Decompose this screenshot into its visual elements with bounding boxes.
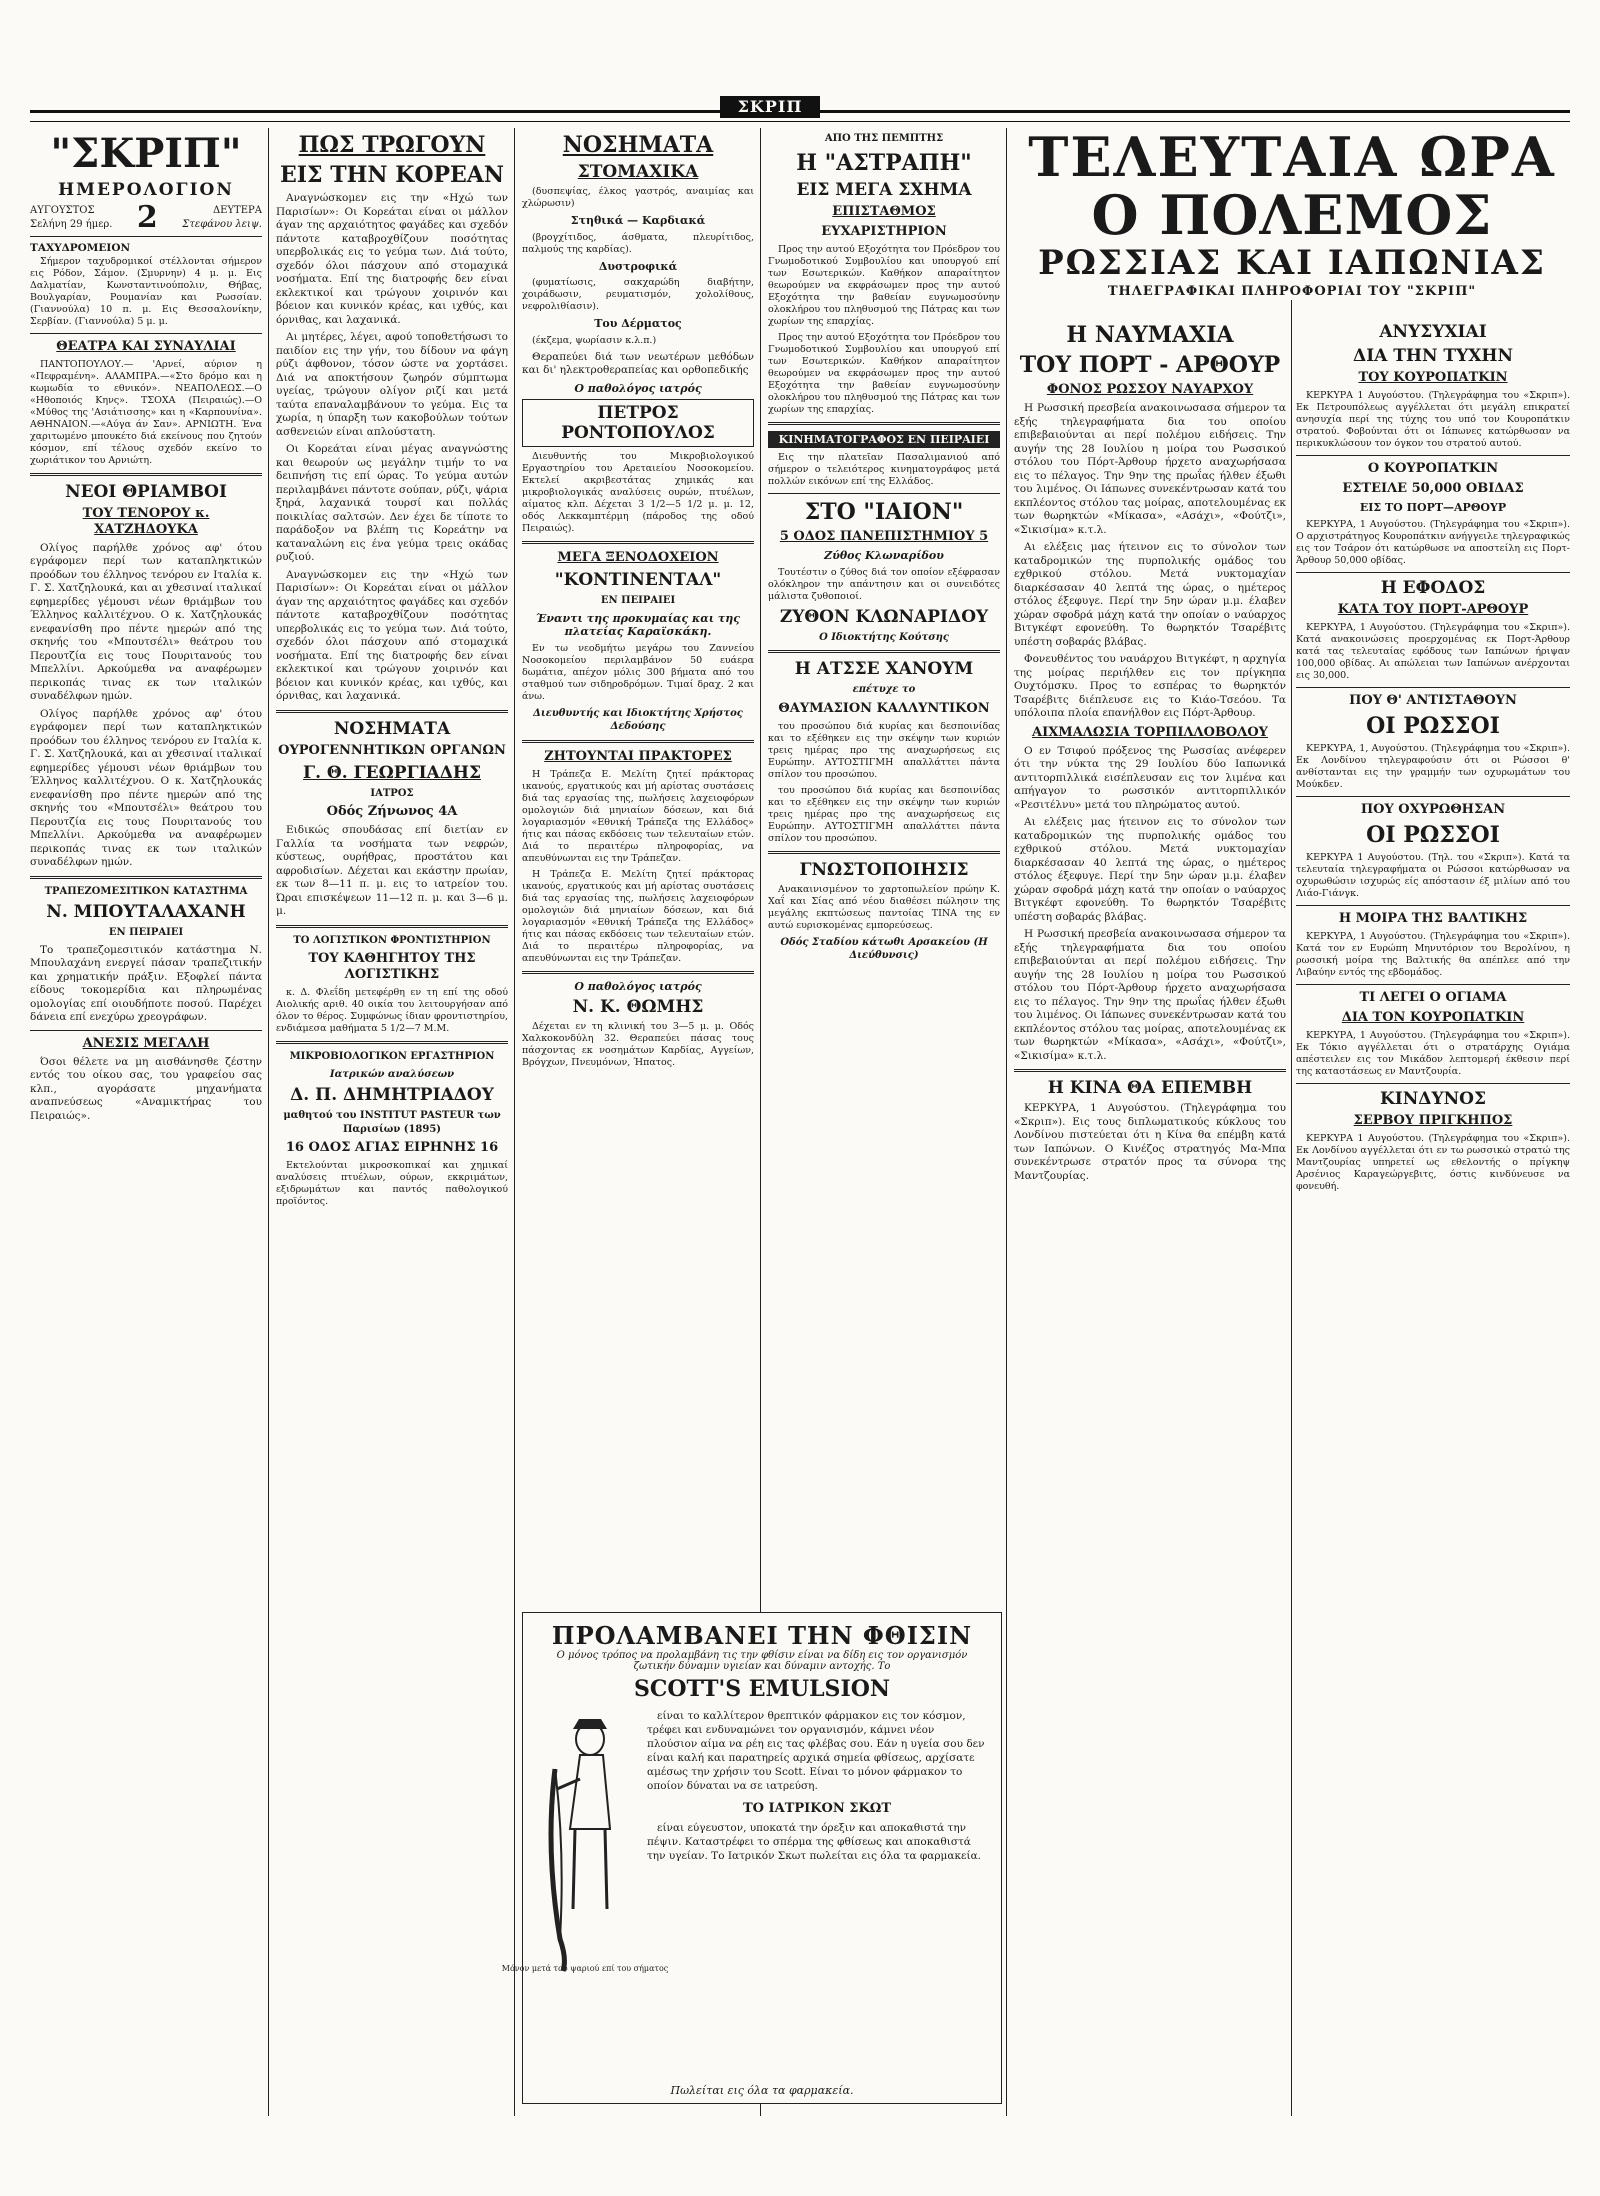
calendar-heading: ΗΜΕΡΟΛΟΓΙΟΝ xyxy=(58,180,234,200)
lab-subheading: Ιατρικών αναλύσεων xyxy=(329,1068,455,1080)
war-banner xyxy=(1014,125,1570,299)
thanks-heading: ΕΥΧΑΡΙΣΤΗΡΙΟΝ xyxy=(821,223,947,239)
zythos-text: Τουτέστιν ο ζύθος διά τον οποίον εξέφρασαν ολόκληρον την απάντησιν και οι συνειδότες μάλιστα ζυθοποιοί. xyxy=(768,566,1000,602)
zythos-subheading: Ζύθος Κλωναρίδου xyxy=(824,549,944,562)
oyama-text: ΚΕΡΚΥΡΑ, 1 Αυγούστου. (Τηλεγράφημα του «Σκριπ»). Εκ Τόκιο αγγέλλεται ότι ο στρατάρχης Ογιάμα απέστειλεν εις τον Μικάδον λεπτομερή έκθεσιν περί της καταστάσεως εν Μαντζουρία. xyxy=(1296,1029,1570,1077)
treatment-text: Θεραπεύει διά των νεωτέρων μεθόδων και δι' ηλεκτροθεραπείας και ορθοπεδικής xyxy=(522,350,754,376)
dystrophy-desc: (φυματίωσις, σακχαρώδη διαβήτην, χοιράδωσιν, ρευματισμόν, χολολίθους, νεφρολιθίασιν). xyxy=(522,277,754,312)
post-text: Σήμερον ταχυδρομικοί στέλλονται σήμερον εις Ρόδον, Σάμον. (Σμυρνην) 4 μ. μ. Εις Δαλματίαν, Κωνσταντινούπολιν, Θήβας, Βουλγαρίαν, Ρουμανίαν και Ρωσσίαν. (Γιαννούλα) 10 π. μ. Εις Θεσσαλονίκην, Σερβίαν. (Γιαννούλα) 5 μ. μ. xyxy=(30,255,262,327)
lab-credentials: μαθητού του INSTITUT PASTEUR των Παρισίων (1895) xyxy=(283,1110,501,1135)
korea-text-4: Αναγνώσκομεν εις την «Ηχώ των Παρισίων»: Οι Κορεάται είναι οι μάλλον άγαν της αρχαιότητος φαγάδες και σχεδόν πάντοτε καταβροχθίζουν ποσότητας υπερβολικάς εις το γεύμα των. Διά τούτο, σχεδόν όλοι πάσχουν από στομαχικά νοσήματα. Επί της διατροφής δεν είναι εκλεκτικοί και τρώγουν χοιρινόν και βόειον και κυνικόν κρέας, και ιχθύς, και όρνιθας, και λαχανικά. xyxy=(276,568,508,702)
hotel-owner: Διευθυντής και Ιδιοκτήτης Χρήστος Δεδούσης xyxy=(533,707,743,732)
cinema-text: Εις την πλατεῖαν Πασαλιμανιού από σήμερον ο τελειότερος κινηματογράφος μετά πολλών εικόνων επί της Ελλάδος. xyxy=(768,452,1000,487)
assault-text: ΚΕΡΚΥΡΑ, 1 Αυγούστου. (Τηλεγράφημα του «Σκριπ»). Κατά ανακοινώσεις προερχομένας εκ Πορτ-Άρθουρ κατά τας τελευταίας εφόδους των Ιαπώνων ήριψαν 100,000 οβίδας. Αι απώλειαι των Ιαπώνων ανέρχονται εις 30,000. xyxy=(1296,621,1570,681)
anxiety-text: ΚΕΡΚΥΡΑ 1 Αυγούστου. (Τηλεγράφημα του «Σκριπ»). Εκ Πετρουπόλεως αγγέλλεται ότι μεγάλη επικρατεί ανησυχία περί της τύχης του υπό τον Κουροπάτκιν στρατού. Φοβούνται ότι οι Ιάπωνες κατώρθωσαν να περικυκλώσουν τον όγκον του στρατού αυτού. xyxy=(1296,390,1570,449)
naval-text-4: Αι ελέξεις μας ήτεινον εις το σύνολον των καταδρομικών της πυρπολικής ομάδος του εχθρικού στόλου. Μετά νυκτομαχίαν διαρκέσασαν 40 λεπτά της ώρας, ο ημέτερος στόλος έξεφυγε. Περί την 5ην ώραν μ.μ. έλαβεν χώραν σφοδρά μάχη κατά την οποίαν ο ναύαρχος Βιτγκέφτ εφονεύθη. Το θωρηκτόν Τσαρέβιτς υπέστη σοβαράς βλάβας. xyxy=(1014,816,1286,923)
assault-heading: Η ΕΦΟΔΟΣ xyxy=(1380,577,1486,598)
skin-desc: (έκζεμα, ψωρίασιν κ.λ.π.) xyxy=(532,334,657,346)
anxiety-subheading-2: ΤΟΥ ΚΟΥΡΟΠΑΤΚΙΝ xyxy=(1358,370,1508,385)
capture-text: Ο εν Τσιφού πρόξενος της Ρωσσίας ανέφερεν ότι την νύκτα της 29 Ιουλίου δύο Ιαπωνικά αντιτορπιλλικά εισέπλευσαν εις τον λιμένα και απήγαγον το ρωσσικόν αντιτορπιλλικόν «Ρεσιτέλνυ» μετά του πληρώματος αυτού. xyxy=(1014,744,1286,811)
doctor-title: ΙΑΤΡΟΣ xyxy=(370,787,414,799)
masthead-word: ΣΚΡΙΠ xyxy=(720,96,820,118)
hotel-place: ΕΝ ΠΕΙΡΑΙΕΙ xyxy=(600,595,676,606)
triumph-subheading: ΤΟΥ ΤΕΝΟΡΟΥ κ. ΧΑΤΖΗΔΟΥΚΑ xyxy=(82,505,210,537)
doctor-intro: Ο παθολόγος ιατρός xyxy=(574,381,702,395)
column-korea xyxy=(276,128,508,2116)
column-telegrams xyxy=(1296,318,1570,2116)
lab-text: Εκτελούνται μικροσκοπικαί και χημικαί αναλύσεις πτυέλων, ούρων, εκκριμάτων, εξιδρωμάτων και παντός παθολογικού προϊόντος. xyxy=(276,1160,508,1207)
assault-subheading: ΚΑΤΑ ΤΟΥ ΠΟΡΤ-ΑΡΘΟΥΡ xyxy=(1337,601,1529,617)
column-calendar xyxy=(30,128,262,2116)
ad-body xyxy=(647,1709,987,1867)
stomach-heading: ΝΟΣΗΜΑΤΑ xyxy=(562,132,714,158)
atsse-text: του προσώπου διά κυρίας και δεσποινίδας και το εξέθηκεν εις την σκέψην των κυριών τρεις ημέρας προ της αναχωρήσεως εις Ευρώπην. ΑΥΤΟΣΤΙΓΜΗ απαλλάττει πάντα σπίλον του προσώπου. xyxy=(768,720,1000,780)
hotel-heading: ΜΕΓΑ ΞΕΝΟΔΟΧΕΙΟΝ xyxy=(557,550,719,565)
date-bar xyxy=(30,199,262,235)
ad-subtitle: Ο μόνος τρόπος να προλαμβάνη τις την φθίσιν είναι να δίδη εις τον οργανισμόν ζωτικήν δύναμιν υγιείαν και δύναμιν αντοχής. Το xyxy=(556,1650,968,1672)
naval-text-1: Η Ρωσσική πρεσβεία ανακοινωσασα σήμερον τα εξής τηλεγραφήματα δια του οποίου επιβεβαιούνται αι περί πολέμου ειδήσεις. Την αυγήν της 28 Ιουλίου η μοίρα του Ρωσσικού στόλου του Πόρτ-Άρθουρ ήρχετο αναχωρήσασα εις το πέλαγος. Την 9ην της πρωΐας ήλθεν έξωθι του λιμένος. Οι Ιάπωνες συνεκέντρωσαν κατά του εκπλέοντος στόλου τας μοίρας, αποτελουμένας εκ των θωρηκτών «Μίκασα», «Ασάχι», «Φούτζι», «Σικισίμα» κ.τ.λ. xyxy=(1014,402,1286,536)
themis-name: Ν. Κ. ΘΩΜΗΣ xyxy=(572,997,704,1017)
ad-footer: Πωλείται εις όλα τα φαρμακεία. xyxy=(670,2084,854,2097)
astrapi-note: ΕΠΙΣΤΑΘΜΟΣ xyxy=(832,203,936,219)
month-label: ΑΥΓΟΥΣΤΟΣ xyxy=(30,205,95,216)
ad-text: είναι το καλλίτερον θρεπτικόν φάρμακον εις τον κόσμον, τρέφει και ενδυναμώνει τον οργανισμόν, κάμνει νέον πλούσιον αίμα να ρέη εις τας φλέβας σου. Εάν η υγεία σου δεν είναι καλή και παρατηρείς αρχικά σημεία φθίσεως, αρχίσατε αμέσως την χρήσιν του Scott. Είναι το μόνον φάρμακον το οποίον δύναται να σε ιατρεύση. xyxy=(647,1710,985,1792)
china-text: ΚΕΡΚΥΡΑ, 1 Αυγούστου. (Τηλεγράφημα του «Σκριπ»). Εις τους διπλωματικούς κύκλους του Λονδίνου πιστεύεται ότι η Κίνα θα επέμβη κατά των Ιαπώνων. Ο Κινέζος στρατηγός Μα-Μπα συνεκέντρωσε στρατόν προς τα σύνορα της Μαντζουρίας. xyxy=(1014,1102,1286,1182)
naval-text-5: Η Ρωσσική πρεσβεία ανακοινωσασα σήμερον τα εξής τηλεγραφήματα δια του οποίου επιβεβαιούνται αι περί πολέμου ειδήσεις. Την αυγήν της 28 Ιουλίου η μοίρα του Ρωσσικού στόλου του Πόρτ-Άρθουρ ήρχετο αναχωρήσασα εις το πέλαγος. Την 9ην της πρωΐας ήλθεν έξωθι του λιμένος. Οι Ιάπωνες συνεκέντρωσαν κατά του εκπλέοντος στόλου τας μοίρας, αποτελουμένας εκ των θωρηκτών «Μίκασα», «Ασάχι», «Φούτζι», «Σικισίμα» κ.τ.λ. xyxy=(1014,928,1286,1062)
admiral-heading: ΦΟΝΟΣ ΡΩΣΣΟΥ ΝΑΥΑΡΧΟΥ xyxy=(1046,382,1254,397)
themis-intro: Ο παθολόγος ιατρός xyxy=(574,979,702,993)
column-rule xyxy=(268,128,269,2116)
ionion-address: 5 ΟΔΟΣ ΠΑΝΕΠΙΣΤΗΜΙΟΥ 5 xyxy=(779,529,989,544)
shells-subheading: ΕΣΤΕΙΛΕ 50,000 ΟΒΙΔΑΣ xyxy=(1342,481,1524,496)
atsse-heading: Η ΑΤΣΣΕ ΧΑΝΟΥΜ xyxy=(794,659,974,679)
triumph-heading: ΝΕΟΙ ΘΡΙΑΜΒΟΙ xyxy=(65,481,227,502)
anxiety-heading: ΑΝΥΣΥΧΙΑΙ xyxy=(1379,322,1487,342)
lab-name: Δ. Π. ΔΗΜΗΤΡΙΑΔΟΥ xyxy=(290,1085,494,1105)
atsse-product: ΘΑΥΜΑΣΙΟΝ ΚΑΛΛΥΝΤΙΚΟΝ xyxy=(778,700,990,716)
moon-label: Σελήνη 29 ήμερ. xyxy=(30,218,113,230)
doctor-name: Γ. Θ. ΓΕΩΡΓΙΑΔΗΣ xyxy=(303,762,481,783)
anesis-text: Όσοι θέλετε να μη αισθάνησθε ζέστην εντός του οίκου σας, του γραφείου σας κλπ., αγοράσατε μηχανήματα αναπνεύσεως «Αναμικτήρας του Πειραιώς». xyxy=(30,1055,262,1122)
astrapi-subheading: ΕΙΣ ΜΕΓΑ ΣΧΗΜΑ xyxy=(796,179,972,200)
themis-text: Δέχεται εν τη κλινική του 3—5 μ. μ. Οδός Χαλκοκονδύλη 32. Θεραπεύει πάσας τους πάσχοντας εκ νοσημάτων Καρδίας, Αγγείων, Βρόγχων, Πνευμόνων, Ήπατος. xyxy=(522,1021,754,1068)
oyama-subheading: ΔΙΑ ΤΟΝ ΚΟΥΡΟΠΑΤΚΙΝ xyxy=(1341,1009,1525,1025)
doctor-text: Διευθυντής του Μικροβιολογικού Εργαστηρίου του Αρεταιείου Νοσοκομείου. Εκτελεί ακριβεστάτας χημικάς και μικροβιολογικάς αναλύσεις ουρών, πτυέλων, αίματος κλπ. Δέχεται 3 1/2—5 1/2 μ. μ. 12, οδός Λεκκαμπτέρμη (πάροδος της οδού Πειραιώς). xyxy=(522,451,754,534)
hotel-subtitle: Έναντι της προκυμαίας και της πλατείας Καραϊσκάκη. xyxy=(536,611,740,638)
column-astrapi xyxy=(768,128,1000,1596)
weekday-label: ΔΕΥΤΕΡΑ xyxy=(212,205,262,216)
wanted-text: Η Τράπεζα Ε. Μελίτη ζητεί πράκτορας ικανούς, εργατικούς και μή αρίστας συστάσεις διά τας εργασίας της, πωλήσεις λαχειοφόρων ομολογιών διά μηνιαίων δόσεων, και διά λογαριασμόν «Εθνική Τράπεζα της Ελλάδος» ήτις και πάσας εκδόσεις των τελευταίων ετών. Διά το περαιτέρω πληροφορίας, να απευθύνωνται εις την Τράπεζαν. xyxy=(522,768,754,864)
korea-text-2: Αι μητέρες, λέγει, αφού τοποθετήσωσι το παιδίον εις την γήν, του δίδουν να φάγη ρύζι άφθονον, τόσον ώστε να χορτάσει. Διά να αποκτήσουν ζωηρόν σύμπτωμα υγείας, τρώγουν ολίγον ριζί και μετά ταύτα επαναλαμβάνουν το γεύμα. Εις τα χωρία, η ύπαρξη των κακοβούλων τούτων ασθενειών είναι απλούστατη. xyxy=(276,331,508,438)
chest-heading: Στηθικά — Καρδιακά xyxy=(570,214,706,227)
oyama-heading: ΤΙ ΛΕΓΕΙ Ο ΟΓΙΑΜΑ xyxy=(1359,989,1507,1005)
doctor-name: ΠΕΤΡΟΣ ΡΟΝΤΟΠΟΥΛΟΣ xyxy=(522,399,754,447)
anxiety-subheading: ΔΙΑ ΤΗΝ ΤΥΧΗΝ xyxy=(1353,346,1513,366)
doctor-address: Οδός Ζήνωνος 4Α xyxy=(326,804,458,819)
ad-subheading: ΤΟ ΙΑΤΡΙΚΟΝ ΣΚΩΤ xyxy=(743,1801,891,1816)
accounting-heading: ΤΟ ΛΟΓΙΣΤΙΚΟΝ ΦΡΟΝΤΙΣΤΗΡΙΟΝ xyxy=(293,934,491,946)
wanted-heading: ΖΗΤΟΥΝΤΑΙ ΠΡΑΚΤΟΡΕΣ xyxy=(544,748,732,764)
ionion-heading: ΣΤΟ "ΙΑΙΟΝ" xyxy=(804,499,964,525)
hotel-name: "ΚΟΝΤΙΝΕΝΤΑΛ" xyxy=(554,570,722,590)
korea-text-3: Οι Κορεάται είναι μέγας αναγνώστης και θεωρούν ως μεγάλην τιμήν το να δειπνήση τις επί ώρας. Το γεύμα αυτών περιλαμβάνει πάντοτε σούπαν, ρύζι, ψάρια ξηρά, λαχανικά τουρσί και πολλάς ποικιλίας σαλτσών. Δεν έχει δε τίποτε το παράδοξον να βλέπη τις Κορεάτην να καταναλώνη εις ένα γεύμα τρεις οκάδας ρυζιού. xyxy=(276,443,508,563)
baltic-heading: Η ΜΟΙΡΑ ΤΗΣ ΒΑΛΤΙΚΗΣ xyxy=(1338,910,1528,926)
korea-heading: ΠΩΣ ΤΡΩΓΟΥΝ xyxy=(298,132,486,158)
astrapi-heading: Η "ΑΣΤΡΑΠΗ" xyxy=(796,149,972,176)
day-number: 2 xyxy=(136,199,158,235)
saint-label: Στεφάνου λειψ. xyxy=(182,218,262,230)
column-rule xyxy=(1006,128,1007,2116)
notice-text: Ανακαινισμένον το χαρτοπωλείον πρώην Κ. Χαΐ και Σίας από νέου διαθέσει πώλησιν της μεγάλης εκπτώσεως παντοίας TINA της εν αυτώ ευρισκομένας εμπορεύσεως. xyxy=(768,883,1000,931)
korea-subheading: ΕΙΣ ΤΗΝ ΚΟΡΕΑΝ xyxy=(280,162,504,188)
lab-address: 16 ΟΔΟΣ ΑΓΙΑΣ ΕΙΡΗΝΗΣ 16 xyxy=(285,1140,499,1155)
banner-last-hour: ΤΕΛΕΥΤΑΙΑ ΩΡΑ xyxy=(1028,125,1556,189)
column-naval-battle xyxy=(1014,318,1286,2116)
thanks-text-2: Προς την αυτού Εξοχότητα τον Πρόεδρον του Γνωμοδοτικού Συμβουλίου και υπουργού επί των Εσωτερικών. Καθήκον απαραίτητον θεωρούμεν να εκφράσωμεν προς την αυτού Εξοχότητα την βαθείαν ευγνωμοσύνην ολοκλήρου του πληθυσμού της Πάτρας και των χωρίων της επαρχίας. xyxy=(768,331,1000,415)
bank-heading: ΤΡΑΠΕΖΟΜΕΣΙΤΙΚΟΝ ΚΑΤΑΣΤΗΜΑ xyxy=(44,885,248,897)
ad-figure-caption: Μόνον μετά του ψαριού επί του σήματος xyxy=(501,1964,669,1973)
cinema-heading: ΚΙΝΗΜΑΤΟΓΡΑΦΟΣ ΕΝ ΠΕΙΡΑΙΕΙ xyxy=(768,431,1000,449)
resist-text: ΚΕΡΚΥΡΑ, 1, Αυγούστου. (Τηλεγράφημα του «Σκριπ»). Εκ Λονδίνου τηλεγραφούσιν ότι οι Ρώσσοι θ' ανθίστανται εις την γραμμήν των οχυρωμάτων του Μούκδεν. xyxy=(1296,742,1570,790)
danger-subheading: ΣΕΡΒΟΥ ΠΡΙΓΚΗΠΟΣ xyxy=(1353,1112,1513,1128)
scotts-emulsion-ad xyxy=(501,1612,1002,2104)
accounting-text: κ. Δ. Φλεΐδη μετεφέρθη εν τη επί της οδού Αιολικής αριθ. 40 οικία του λειτουργήσαν από όλον το θέρος. Συμφώνως ίδιαν φροντιστηρίου, ενδιάμεσα μαθήματα 5 1/2—7 Μ.Μ. xyxy=(276,987,508,1034)
bank-text: Το τραπεζομεσιτικόν κατάστημα Ν. Μπουλαχάνη ενεργεί πάσαν τραπεζιτικήν και χρηματικήν πράξιν. Εξοφλεί πάντα είδους τοκομερίδια και πληρωμένας ομολογίας επί οιουδήποτε ποσού. Παρέχει δάνεια επί ενεχύρω χρεογράφων. xyxy=(30,943,262,1023)
accounting-subheading: ΤΟΥ ΚΑΘΗΓΗΤΟΥ ΤΗΣ ΛΟΓΙΣΤΙΚΗΣ xyxy=(308,951,476,982)
banner-war: Ο ΠΟΛΕΜΟΣ xyxy=(1091,183,1493,247)
notice-address: Οδός Σταδίου κάτωθι Αρσακείου (Η Διεύθυνσις) xyxy=(780,936,988,961)
disease-subheading: ΟΥΡΟΓΕΝΝΗΤΙΚΩΝ ΟΡΓΑΝΩΝ xyxy=(278,742,506,758)
dystrophy-heading: Δυστροφικά xyxy=(598,259,678,273)
danger-text: ΚΕΡΚΥΡΑ 1 Αυγούστου. (Τηλεγράφημα του «Σκριπ»). Εκ Λονδίνου αγγέλλεται ότι εν τω ρωσσικώ στρατώ της Μαντζουρίας υπηρετεί ως εθελοντής ο πρίγκηψ Αρσένιος Καραγεώργεβιτς, όστις κινδύνευσε να φονευθή. xyxy=(1296,1132,1570,1192)
banner-subtitle: ΤΗΛΕΓΡΑΦΙΚΑΙ ΠΛΗΡΟΦΟΡΙΑΙ ΤΟΥ "ΣΚΡΙΠ" xyxy=(1107,284,1477,299)
disease-heading: ΝΟΣΗΜΑΤΑ xyxy=(333,718,451,739)
china-heading: Η ΚΙΝΑ ΘΑ ΕΠΕΜΒΗ xyxy=(1047,1078,1253,1098)
fortified-subheading: ΟΙ ΡΩΣΣΟΙ xyxy=(1366,821,1500,848)
chest-desc: (βρογχίτιδος, άσθματα, πλευρίτιδος, παλμούς της καρδίας). xyxy=(522,231,754,255)
shells-text: ΚΕΡΚΥΡΑ, 1 Αυγούστου. (Τηλεγράφημα του «Σκριπ»). Ο αρχιστράτηγος Κουροπάτκιν ανήγγειλε τηλεγραφικώς εις τον Τσάρον ότι κατώρθωσε να αποστείλη εις Πορτ-Άρθουρ 50,000 οβίδας. xyxy=(1296,518,1570,566)
column-rule xyxy=(1291,300,1292,2116)
resist-subheading: ΟΙ ΡΩΣΣΟΙ xyxy=(1366,712,1500,739)
fortified-heading: ΠΟΥ ΟΧΥΡΩΘΗΣΑΝ xyxy=(1360,801,1506,817)
lab-heading: ΜΙΚΡΟΒΙΟΛΟΓΙΚΟΝ ΕΡΓΑΣΤΗΡΙΟΝ xyxy=(289,1051,495,1062)
thanks-text: Προς την αυτού Εξοχότητα τον Πρόεδρον του Γνωμοδοτικού Συμβουλίου και υπουργού επί των Εσωτερικών. Καθήκον απαραίτητον θεωρούμεν να εκφράσωμεν προς την αυτού Εξοχότητα την βαθείαν ευγνωμοσύνην ολοκλήρου του πληθυσμού της Πάτρας και των χωρίων της επαρχίας. xyxy=(768,243,1000,327)
theatres-heading: ΘΕΑΤΡΑ ΚΑΙ ΣΥΝΑΥΛΙΑΙ xyxy=(56,338,236,354)
capture-heading: ΑΙΧΜΑΛΩΣΙΑ ΤΟΡΠΙΛΛΟΒΟΛΟΥ xyxy=(1032,724,1268,740)
bank-name: Ν. ΜΠΟΥΤΑΛΑΧΑΝΗ xyxy=(46,902,246,922)
naval-subheading: ΤΟΥ ΠΟΡΤ - ΑΡΘΟΥΡ xyxy=(1019,352,1281,378)
anesis-heading: ΑΝΕΣΙΣ ΜΕΓΑΛΗ xyxy=(82,1035,210,1051)
zythos-banner: ΖΥΘΟΝ ΚΛΩΝΑΡΙΔΟΥ xyxy=(779,606,989,627)
doctor-text: Ειδικώς σπουδάσας επί διετίαν εν Γαλλία τα νοσήματα των νεφρών, κύστεως, ουρήθρας, προστάτου και αφροδισίων. Δέχεται και εκάστην πρωίαν, εκ των 8—11 π. μ. εις το ιατρείον του. Ώραι επισκέψεων 11—12 π. μ. και 3—6 μ. μ. xyxy=(276,824,508,917)
triumph-text: Ολίγος παρήλθε χρόνος αφ' ότου εγράφομεν περί των καταπληκτικών προόδων του έλληνος τενόρου εν Ιταλία κ. Γ. Σ. Χατζηλουκά, και αι χθεσιναί ιταλικαί εφημερίδες γέμουσι νέων θριάμβων του Έλληνος καλλιτέχνου. Ο κ. Χατζηλουκάς ενεφανίσθη προ πέντε ημερών από της σκηνής του «Μπουτσέλι» θεάτρου του Περουτζία εις τους Πουριτανούς του Μπελλίνι. Αρκούμεθα να αναφέρωμεν περικοπάς τινας εκ των ιταλικών συναδέλφων ημών. xyxy=(30,541,262,702)
wanted-text-2: Η Τράπεζα Ε. Μελίτη ζητεί πράκτορας ικανούς, εργατικούς και μή αρίστας συστάσεις διά τας εργασίας της, πωλήσεις λαχειοφόρων ομολογιών διά μηνιαίων δόσεων, και διά λογαριασμόν «Εθνική Τράπεζα της Ελλάδος» ήτις και πάσας εκδόσεις των τελευταίων ετών. Διά το περαιτέρω πληροφορίας, να απευθύνωνται εις την Τράπεζαν. xyxy=(522,868,754,964)
stomach-list-1: (δυσπεψίας, έλκος γαστρός, αναιμίας και χλώρωσιν) xyxy=(522,186,754,209)
ad-text-2: είναι εύγευστον, υποκατά την όρεξιν και αποκαθιστά την πέψιν. Καταστρέφει το σπέρμα της φθίσεως και αποκαθιστά την υγείαν. Το Ιατρικόν Σκωτ πωλείται εις όλα τα φαρμακεία. xyxy=(647,1822,982,1862)
astrapi-intro: ΑΠΟ ΤΗΣ ΠΕΜΠΤΗΣ xyxy=(824,133,944,144)
atsse-text-2: του προσώπου διά κυρίας και δεσποινίδας και το εξέθηκεν εις την σκέψην των κυριών τρεις ημέρας προ της αναχωρήσεως εις Ευρώπην. ΑΥΤΟΣΤΙΓΜΗ απαλλάττει πάντα σπίλον του προσώπου. xyxy=(768,784,1000,844)
danger-heading: ΚΙΝΔΥΝΟΣ xyxy=(1380,1088,1486,1109)
fortified-text: ΚΕΡΚΥΡΑ 1 Αυγούστου. (Τηλ. του «Σκριπ»). Κατά τα τελευταία τηλεγραφήματα οι Ρώσσοι κατώρθωσαν να οχυρωθώσιν ισχυρώς είς απόστασιν έξ μιλίων από του Λιάο-Γιάνγκ. xyxy=(1296,851,1570,899)
post-heading: ΤΑΧΥΔΡΟΜΕΙΟΝ xyxy=(30,242,131,254)
skin-heading: Του Δέρματος xyxy=(594,317,682,330)
naval-text-3: Φονευθέντος του ναυάρχου Βιτγκέφτ, η αρχηγία της μοίρας περιήλθεν εις τον πρίγκηπα Ουχτόμσκυ. Προς το εσπέρας το θωρηκτόν Τσαρέβιτς διέπλευσε εις το Κιάο-Τσεόου. Τα υπόλοιπα πλοία επανήλθον εις Πόρτ-Άρθουρ. xyxy=(1014,653,1286,719)
column-rule xyxy=(514,128,515,2116)
hotel-text: Εν τω νεοδμήτω μεγάρω του Ζαννείου Νοσοκομείου περιλαμβάνον 50 ευάερα δωμάτια, απέχον μόλις 300 βήματα από του σταθμού των σιδηροδρόμων. Τιμαί δραχ. 2 και άνω. xyxy=(522,642,754,702)
shells-heading: Ο ΚΟΥΡΟΠΑΤΚΙΝ xyxy=(1367,461,1499,476)
fisherman-with-fish-icon xyxy=(501,1709,669,1979)
stomach-subheading: ΣΤΟΜΑΧΙΚΑ xyxy=(577,162,699,182)
naval-text-2: Αι ελέξεις μας ήτεινον εις το σύνολον των καταδρομικών της πυρπολικής ομάδος του εχθρικού στόλου. Μετά νυκτομαχίαν διαρκέσασαν 40 λεπτά της ώρας, ο ημέτερος στόλος έξεφυγε. Περί την 5ην ώραν μ.μ. έλαβεν χώραν σφοδρά μάχη κατά την οποίαν ο ναύαρχος Βιτγκέφτ εφονεύθη. Το θωρηκτόν Τσαρέβιτς υπέστη σοβαράς βλάβας. xyxy=(1014,541,1286,648)
korea-text-1: Αναγνώσκομεν εις την «Ηχώ των Παρισίων»: Οι Κορεάται είναι οι μάλλον άγαν της αρχαιότητος φαγάδες και σχεδόν πάντοτε καταβροχθίζουν ποσότητας υπερβολικάς εις το γεύμα των. Διά τούτο, σχεδόν όλοι πάσχουν από στομαχικά νοσήματα. Επί της διατροφής δεν είναι εκλεκτικοί και τρώγουν χοιρινόν και βόειον και κυνικόν κρέας, και ιχθύς, και όρνιθας, και λαχανικά. xyxy=(276,192,508,326)
paper-title: "ΣΚΡΙΠ" xyxy=(50,130,242,177)
banner-countries: ΡΩΣΣΙΑΣ ΚΑΙ ΙΑΠΩΝΙΑΣ xyxy=(1038,243,1546,283)
atsse-subheading: επέτυχε το xyxy=(852,684,916,695)
ad-brand: SCOTT'S EMULSION xyxy=(633,1676,891,1702)
triumph-text-2: Ολίγος παρήλθε χρόνος αφ' ότου εγράφομεν περί των καταπληκτικών προόδων του έλληνος τενόρου εν Ιταλία κ. Γ. Σ. Χατζηλουκά, και αι χθεσιναί ιταλικαί εφημερίδες γέμουσι νέων θριάμβων του Έλληνος καλλιτέχνου. Ο κ. Χατζηλουκάς ενεφανίσθη προ πέντε ημερών από της σκηνής του «Μπουτσέλι» θεάτρου του Περουτζία εις τους Πουριτανούς του Μπελλίνι. Αρκούμεθα να αναφέρωμεν περικοπάς τινας εκ των ιταλικών συναδέλφων ημών. xyxy=(30,707,262,868)
theatres-text: ΠΑΝΤΟΠΟΥΛΟΥ.— 'Αρνεί, αύριον η «Πεφραμένη». ΑΛΑΜΠΡΑ.—«Στο δρόμο και η κωμωδία το εθνικόν». ΝΕΑΠΟΛΕΩΣ.—Ο «Ηθοποιός Κηνς». ΤΣΟΧΑ (Πειραιώς).—Ο «Μύθος της 'Ασιάτισσης» και η «Καρπουνίνα». ΑΘΗΝΑΙΟΝ.—«Αύγα άν Σαν». ΑΡΝΙΩΤΗ. Ένα χαριτωμένο μπουκέτο διά εκείνους που ζητούν κόσμον, επί τέλους σχεδόν εκείνο το χωριάτικον του Αρνιώτη. xyxy=(30,358,262,466)
notice-heading: ΓΝΩΣΤΟΠΟΙΗΣΙΣ xyxy=(799,859,969,880)
shells-subheading-2: ΕΙΣ ΤΟ ΠΟΡΤ—ΑΡΘΟΥΡ xyxy=(1359,501,1507,514)
resist-heading: ΠΟΥ Θ' ΑΝΤΙΣΤΑΘΟΥΝ xyxy=(1349,692,1517,708)
ad-title: ΠΡΟΛΑΜΒΑΝΕΙ ΤΗΝ ΦΘΙΣΙΝ xyxy=(551,1621,973,1650)
zythos-owner: Ο Ιδιοκτήτης Κούτσης xyxy=(819,631,949,643)
column-ads-medical xyxy=(522,128,754,1596)
baltic-text: ΚΕΡΚΥΡΑ, 1 Αυγούστου. (Τηλεγράφημα του «Σκριπ»). Κατά τον εν Ευρώπη Μηνυτόριον του Βερολίνου, η ρωσσική μοίρα της Βαλτικής θα απέπλεε από την Λιβαύην εντός της εβδομάδος. xyxy=(1296,930,1570,978)
naval-heading: Η ΝΑΥΜΑΧΙΑ xyxy=(1066,322,1234,348)
bank-place: ΕΝ ΠΕΙΡΑΙΕΙ xyxy=(108,927,184,938)
